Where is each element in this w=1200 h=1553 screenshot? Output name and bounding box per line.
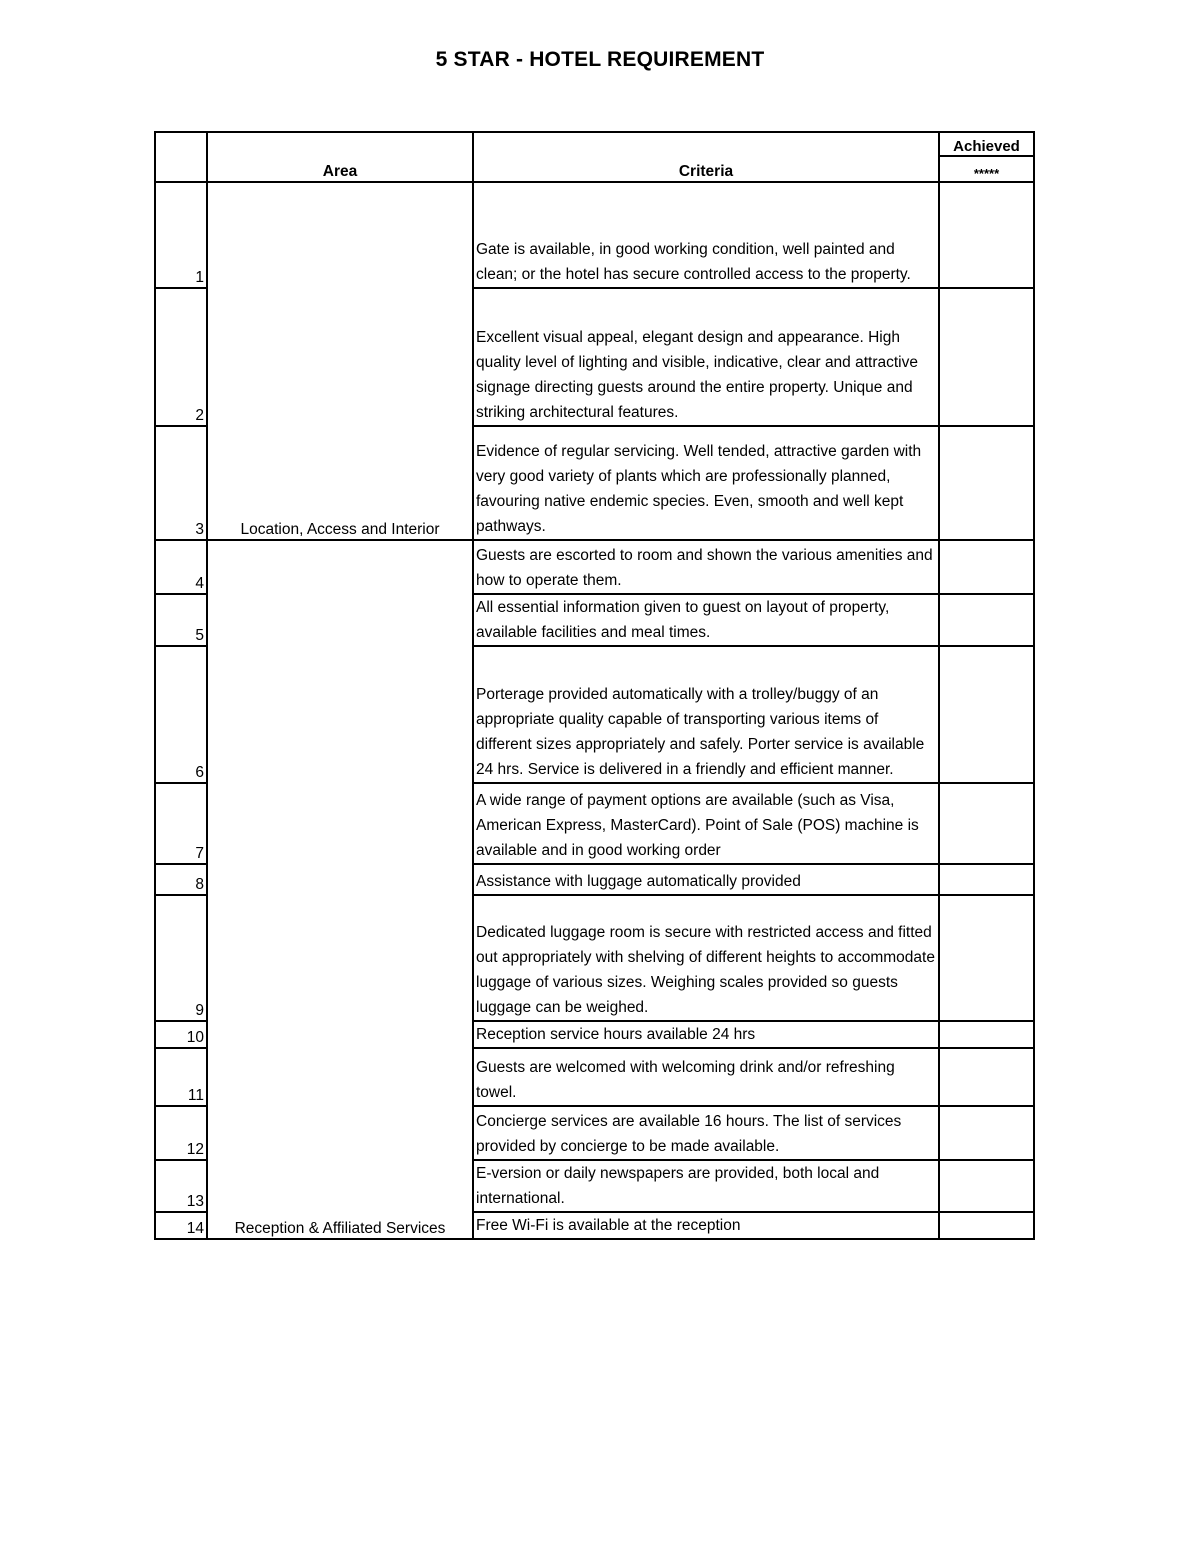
row-number: 2 bbox=[155, 288, 207, 426]
achieved-cell[interactable] bbox=[939, 1160, 1034, 1212]
row-number: 14 bbox=[155, 1212, 207, 1239]
header-criteria: Criteria bbox=[473, 132, 939, 182]
criteria-cell: Guests are escorted to room and shown the various amenities and how to operate them. bbox=[473, 540, 939, 594]
header-area: Area bbox=[207, 132, 473, 182]
header-achieved: Achieved bbox=[939, 132, 1034, 156]
achieved-cell[interactable] bbox=[939, 646, 1034, 783]
table-row bbox=[155, 182, 1034, 288]
table-row bbox=[155, 540, 1034, 594]
criteria-cell: Evidence of regular servicing. Well tended, attractive garden with very good variety of plants which are professionally planned, favouring native endemic species. Even, smooth and well kept pathways. bbox=[473, 426, 939, 540]
achieved-cell[interactable] bbox=[939, 1106, 1034, 1160]
row-number: 5 bbox=[155, 594, 207, 646]
achieved-cell[interactable] bbox=[939, 182, 1034, 288]
criteria-cell: Dedicated luggage room is secure with restricted access and fitted out appropriately with shelving of different heights to accommodate luggage of various sizes. Weighing scales provided so guests luggage can be weighed. bbox=[473, 895, 939, 1021]
requirements-table bbox=[154, 131, 1035, 1240]
criteria-cell: Guests are welcomed with welcoming drink and/or refreshing towel. bbox=[473, 1048, 939, 1106]
achieved-cell[interactable] bbox=[939, 540, 1034, 594]
criteria-cell: Assistance with luggage automatically provided bbox=[473, 864, 939, 895]
criteria-cell: Excellent visual appeal, elegant design and appearance. High quality level of lighting and visible, indicative, clear and attractive signage directing guests around the entire property. Unique and striking architectural features. bbox=[473, 288, 939, 426]
row-number: 7 bbox=[155, 783, 207, 864]
criteria-cell: Gate is available, in good working condition, well painted and clean; or the hotel has secure controlled access to the property. bbox=[473, 182, 939, 288]
achieved-cell[interactable] bbox=[939, 1212, 1034, 1239]
achieved-cell[interactable] bbox=[939, 864, 1034, 895]
row-number: 12 bbox=[155, 1106, 207, 1160]
row-number: 11 bbox=[155, 1048, 207, 1106]
achieved-cell[interactable] bbox=[939, 1021, 1034, 1048]
row-number: 9 bbox=[155, 895, 207, 1021]
criteria-cell: All essential information given to guest on layout of property, available facilities and meal times. bbox=[473, 594, 939, 646]
achieved-cell[interactable] bbox=[939, 783, 1034, 864]
criteria-cell: Concierge services are available 16 hours. The list of services provided by concierge to be made available. bbox=[473, 1106, 939, 1160]
criteria-cell: Reception service hours available 24 hrs bbox=[473, 1021, 939, 1048]
row-number: 10 bbox=[155, 1021, 207, 1048]
row-number: 6 bbox=[155, 646, 207, 783]
area-location-access-interior: Location, Access and Interior bbox=[207, 182, 473, 540]
header-achieved-stars: ***** bbox=[939, 156, 1034, 182]
achieved-cell[interactable] bbox=[939, 594, 1034, 646]
header-number bbox=[155, 132, 207, 182]
row-number: 3 bbox=[155, 426, 207, 540]
row-number: 1 bbox=[155, 182, 207, 288]
criteria-cell: A wide range of payment options are available (such as Visa, American Express, MasterCard). Point of Sale (POS) machine is available and in good working order bbox=[473, 783, 939, 864]
achieved-cell[interactable] bbox=[939, 426, 1034, 540]
criteria-cell: Porterage provided automatically with a trolley/buggy of an appropriate quality capable of transporting various items of different sizes appropriately and safely. Porter service is available 24 hrs. Service is delivered in a friendly and efficient manner. bbox=[473, 646, 939, 783]
criteria-cell: E-version or daily newspapers are provided, both local and international. bbox=[473, 1160, 939, 1212]
area-reception-affiliated-services: Reception & Affiliated Services bbox=[207, 540, 473, 1239]
row-number: 8 bbox=[155, 864, 207, 895]
achieved-cell[interactable] bbox=[939, 1048, 1034, 1106]
criteria-cell: Free Wi-Fi is available at the reception bbox=[473, 1212, 939, 1239]
achieved-cell[interactable] bbox=[939, 288, 1034, 426]
achieved-cell[interactable] bbox=[939, 895, 1034, 1021]
row-number: 13 bbox=[155, 1160, 207, 1212]
page-title: 5 STAR - HOTEL REQUIREMENT bbox=[435, 48, 765, 71]
row-number: 4 bbox=[155, 540, 207, 594]
